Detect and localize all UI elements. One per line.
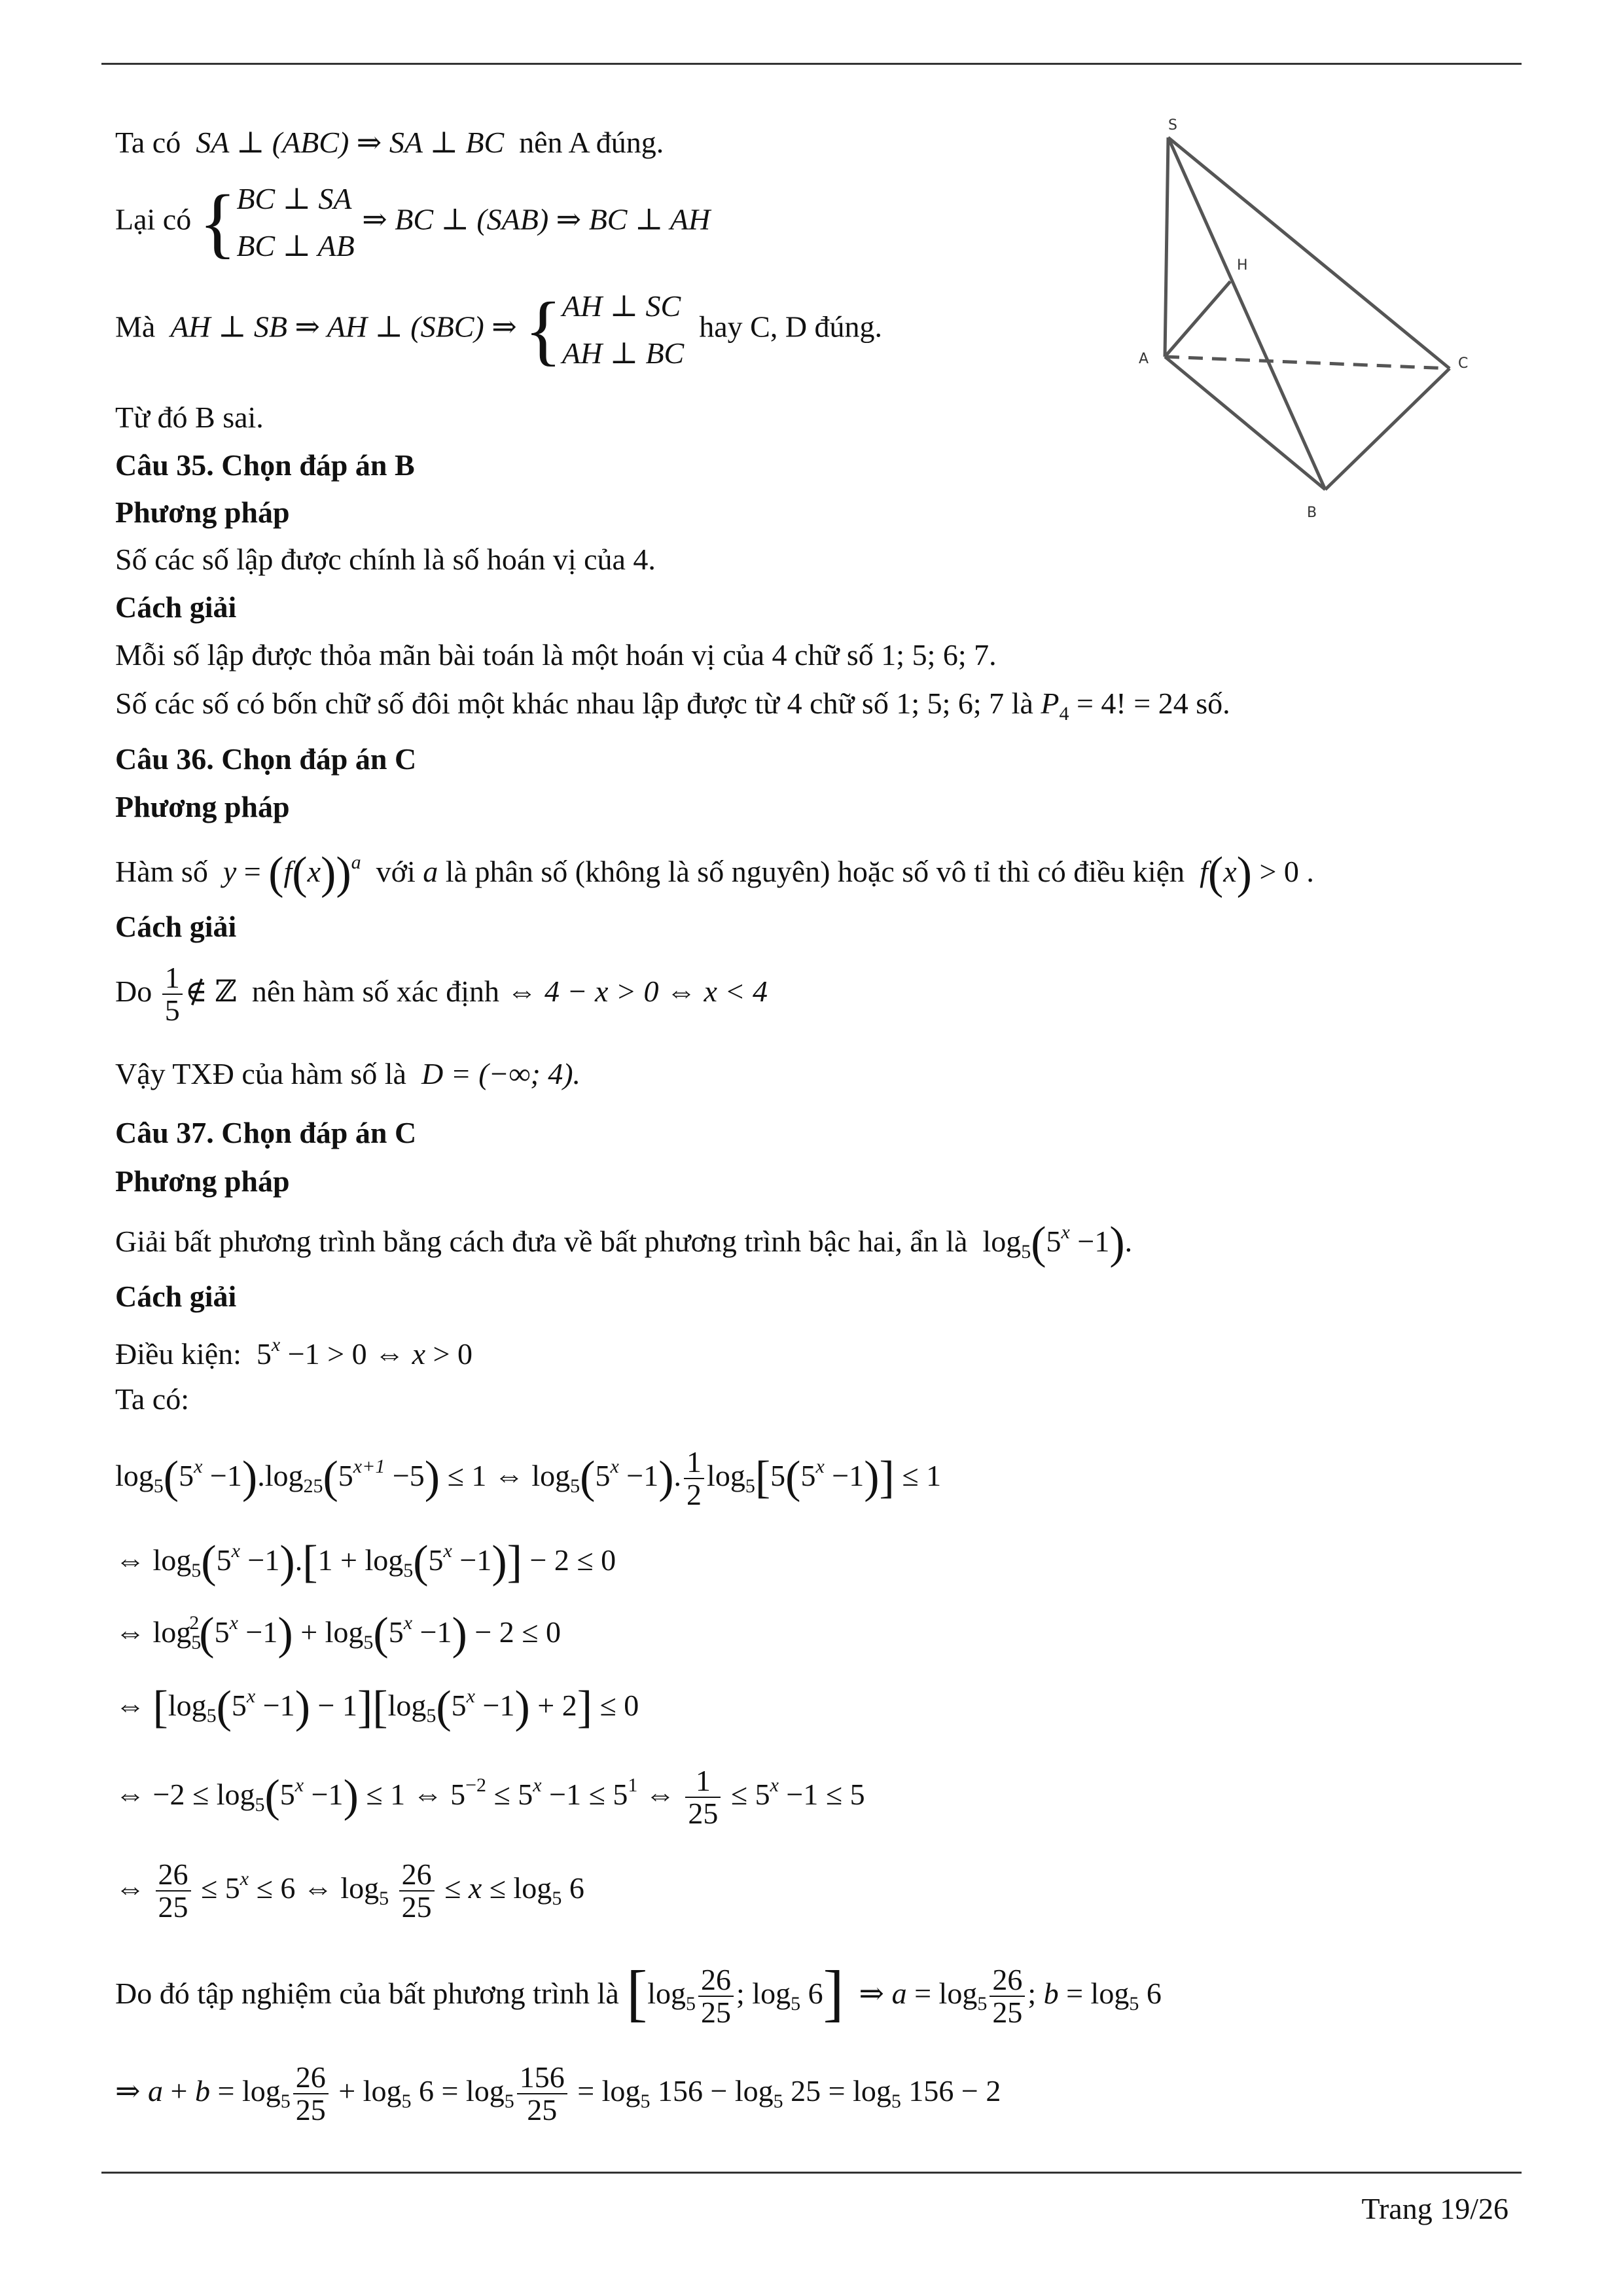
q35-solution-heading: Cách giải [115, 590, 237, 624]
header-rule [101, 63, 1522, 65]
label-b: B [1307, 505, 1317, 521]
line-b-false: Từ đó B sai. [115, 401, 264, 434]
q36-method-text: Hàm số $y = (f(x))^a$ với a là phân số (không là số nguyên) hoặc số vô tỉ thì có điều kiện f(x) > 0 . [115, 848, 1314, 899]
q37-step-2: ⇔ $\log_5(5^x -1).[1 + \log_5(5^x -1)] - 2 \le 0$ [115, 1537, 616, 1587]
q37-title: Câu 37. Chọn đáp án C [115, 1116, 417, 1149]
line-bc-perp-system: Lại có {BC ⊥ SA BC ⊥ AB ⇒ BC ⊥ (SAB) ⇒ BC ⊥ AH [115, 179, 711, 266]
q37-step-5: ⇔ $-2 \le \log_5(5^x -1) \le 1$ ⇔ $5^{-2} \le 5^x -1 \le 5^1$ ⇔ $\frac{1}{25}$ ≤ $5^x -1 \le 5$ [115, 1764, 865, 1831]
q37-solution-set: Do đó tập nghiệm của bất phương trình là [$\log_5$ $\frac{26}{25}$ ; $\log_5 6$] ⇒ $a = \log_5$ $\frac{26}{25}$ ; $b = \log_5 6$ [115, 1958, 1162, 2030]
q36-solution-result: Vậy TXĐ của hàm số là D = (−∞; 4). [115, 1057, 581, 1090]
q35-solution-text: Mỗi số lập được thỏa mãn bài toán là một hoán vị của 4 chữ số 1; 5; 6; 7. [115, 638, 997, 672]
line-sa-perp: Ta có SA ⊥ (ABC) ⇒ SA ⊥ BC nên A đúng. [115, 126, 664, 159]
edge-ab [1165, 357, 1325, 490]
q35-method-heading: Phương pháp [115, 495, 290, 529]
label-s: S [1168, 117, 1177, 134]
edge-bc [1325, 368, 1450, 490]
q37-solution-heading: Cách giải [115, 1280, 237, 1313]
q37-step-3: ⇔ $\log_5^2(5^x -1) + \log_5(5^x -1) - 2 \le 0$ [115, 1609, 562, 1659]
label-c: C [1458, 355, 1469, 372]
q36-solution-heading: Cách giải [115, 910, 237, 943]
pyramid-figure [1113, 98, 1518, 524]
q37-sum: ⇒ $a + b = \log_5$ $\frac{26}{25}$ + $\log_5 6 = \log_5$ $\frac{156}{25}$ = $\log_5 156 - \log_5 25 = \log_5 156 - 2$ [115, 2060, 1001, 2127]
q35-title: Câu 35. Chọn đáp án B [115, 448, 415, 482]
q36-solution-domain: Do $\frac{1}{5}$ ∉ ℤ nên hàm số xác định ⇔ 4 − x > 0 ⇔ x < 4 [115, 961, 768, 1028]
q37-condition: Điều kiện: $5^x -1 > 0$ ⇔ x > 0 [115, 1334, 473, 1371]
q35-method-text: Số các số lập được chính là số hoán vị của 4. [115, 543, 656, 576]
edge-sc [1168, 137, 1450, 368]
label-a: A [1139, 351, 1149, 367]
q35-solution-count: Số các số có bốn chữ số đôi một khác nhau lập được từ 4 chữ số 1; 5; 6; 7 là $P_4 = 4$! = 24 số. [115, 687, 1230, 725]
q37-step-6: ⇔ $\frac{26}{25}$ ≤ $5^x \le 6$ ⇔ $\log_5$ $\frac{26}{25}$ ≤ $x \le \log_5 6$ [115, 1857, 584, 1924]
q37-step-1: $\log_5(5^x -1).\log_{25}(5^{x+1} -5) \le 1$ ⇔ $\log_5(5^x -1)$. $\frac{1}{2}$ $\log_5[5(5^x -1)] \le 1$ [115, 1445, 942, 1512]
segment-ah [1165, 281, 1230, 357]
q36-title: Câu 36. Chọn đáp án C [115, 742, 417, 776]
q37-method-heading: Phương pháp [115, 1164, 290, 1198]
page-number: Trang 19/26 [1361, 2192, 1508, 2225]
q37-method-text: Giải bất phương trình bằng cách đưa về bất phương trình bậc hai, ẩn là $\log_5(5^x -1)$. [115, 1218, 1133, 1268]
footer-rule [101, 2172, 1522, 2174]
label-h: H [1237, 257, 1248, 274]
q37-taco: Ta có: [115, 1382, 190, 1416]
edge-ac-dashed [1165, 357, 1450, 368]
q36-method-heading: Phương pháp [115, 790, 290, 823]
edge-sb [1168, 137, 1325, 490]
edge-sa [1165, 137, 1168, 357]
line-ah-perp-system: Mà AH ⊥ SB ⇒ AH ⊥ (SBC) ⇒ {AH ⊥ SC AH ⊥ BC hay C, D đúng. [115, 286, 883, 373]
q37-step-4: ⇔ $[\log_5(5^x -1) - 1][\log_5(5^x -1) + 2] \le 0$ [115, 1682, 639, 1732]
